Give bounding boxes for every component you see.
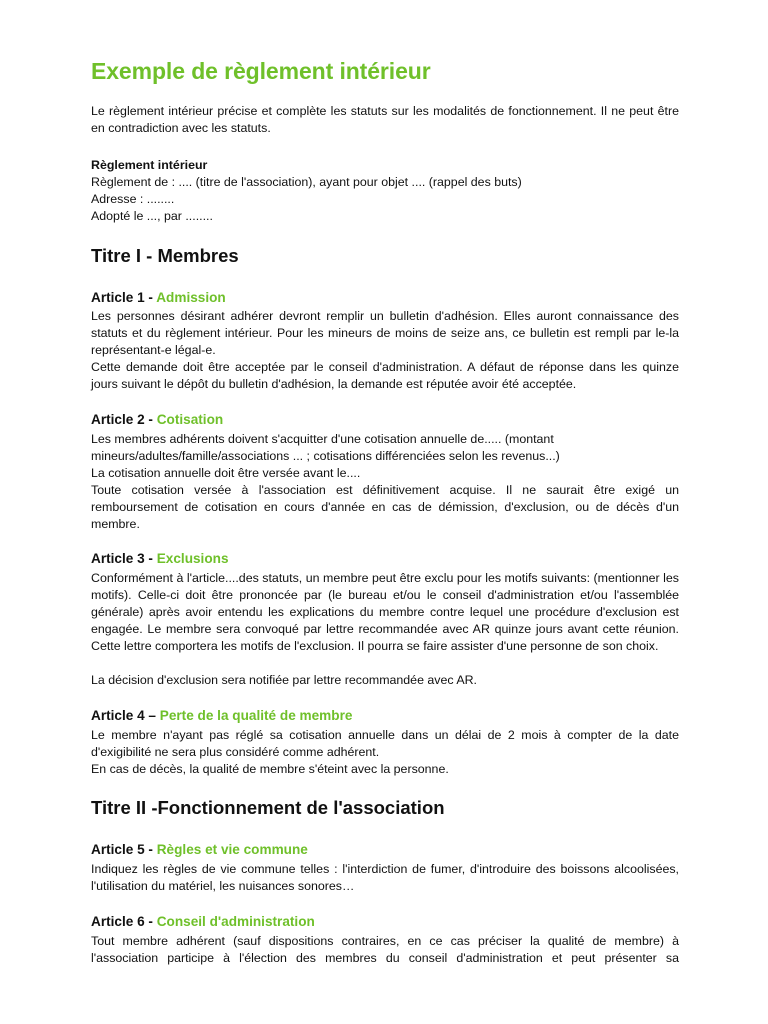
article-6-name: Conseil d'administration xyxy=(156,914,315,929)
article-2-prefix: Article 2 - xyxy=(91,412,157,427)
article-1-name: Admission xyxy=(156,290,226,305)
article-2-heading xyxy=(91,412,223,427)
rules-line-address: Adresse : ........ xyxy=(91,192,175,206)
article-1-prefix: Article 1 - xyxy=(91,290,157,305)
article-4-paragraph-2: En cas de décès, la qualité de membre s'éteint avec la personne. xyxy=(91,762,449,776)
article-5-heading xyxy=(91,842,308,857)
article-1-heading xyxy=(91,290,226,305)
article-5-name: Règles et vie commune xyxy=(156,842,308,857)
article-1-paragraph-2: Cette demande doit être acceptée par le conseil d'administration. A défaut de réponse dans les quinze jours suivant le dépôt du bulletin d'adhésion, la demande est réputée avoir été acceptée. xyxy=(91,360,679,391)
article-4-name: Perte de la qualité de membre xyxy=(159,708,353,723)
article-3-paragraph-1: Conformément à l'article....des statuts, un membre peut être exclu pour les motifs suivants: (mentionner les motifs). Celle-ci doit être prononcée par (le bureau et/ou le conseil d'administration et/ou l'assemblée générale) après avoir entendu les explications du membre contre lequel une procédure d'exclusion est engagée. Le membre sera convoqué par lettre recommandée avec AR quinze jours avant cette réunion. Cette lettre comportera les motifs de l'exclusion. Il pourra se faire assister d'une personne de son choix. xyxy=(91,571,679,653)
article-2-line-3: La cotisation annuelle doit être versée avant le.... xyxy=(91,466,361,480)
article-5-paragraph-1: Indiquez les règles de vie commune telles : l'interdiction de fumer, d'introduire des boissons alcoolisées, l'utilisation du matériel, les nuisances sonores… xyxy=(91,862,679,893)
article-5-prefix: Article 5 - xyxy=(91,842,157,857)
rules-line-title: Règlement de : .... (titre de l'association), ayant pour objet .... (rappel des buts) xyxy=(91,175,522,189)
article-3-paragraph-2: La décision d'exclusion sera notifiée par lettre recommandée avec AR. xyxy=(91,673,477,687)
section-title-1: Titre I - Membres xyxy=(91,245,239,266)
article-3-heading xyxy=(91,551,229,566)
intro-paragraph: Le règlement intérieur précise et complète les statuts sur les modalités de fonctionnement. Il ne peut être en contradiction avec les statuts. xyxy=(91,104,679,135)
article-4-paragraph-1: Le membre n'ayant pas réglé sa cotisation annuelle dans un délai de 2 mois à compter de la date d'exigibilité ne sera plus considéré comme adhérent. xyxy=(91,728,679,759)
article-3-prefix: Article 3 - xyxy=(91,551,157,566)
article-2-name: Cotisation xyxy=(156,412,224,427)
rules-heading: Règlement intérieur xyxy=(91,158,208,172)
article-2-line-1: Les membres adhérents doivent s'acquitter d'une cotisation annuelle de..... (montant xyxy=(91,432,554,446)
article-6-heading xyxy=(91,914,315,929)
article-6-prefix: Article 6 - xyxy=(91,914,157,929)
section-title-2: Titre II -Fonctionnement de l'association xyxy=(91,797,445,818)
article-1-paragraph-1: Les personnes désirant adhérer devront remplir un bulletin d'adhésion. Elles auront connaissance des statuts et du règlement intérieur. Pour les mineurs de moins de seize ans, ce bulletin est rempli par le-la représentant-e légal-e. xyxy=(91,309,679,357)
article-6-paragraph-1: Tout membre adhérent (sauf dispositions contraires, en ce cas préciser la qualité de membre) à l'association participe à l'élection des membres du conseil d'administration et peut présenter sa xyxy=(91,934,679,965)
article-2-paragraph-3: Toute cotisation versée à l'association est définitivement acquise. Il ne saurait être exigé un remboursement de cotisation en cours d'année en cas de démission, d'exclusion, ou de décès d'un membre. xyxy=(91,483,679,531)
document-title: Exemple de règlement intérieur xyxy=(91,58,431,84)
article-4-heading xyxy=(91,708,352,723)
rules-line-adopted: Adopté le ..., par ........ xyxy=(91,209,213,223)
article-2-line-2: mineurs/adultes/famille/associations ... ; cotisations différenciées selon les revenus...) xyxy=(91,449,560,463)
article-4-prefix: Article 4 – xyxy=(91,708,160,723)
article-3-name: Exclusions xyxy=(156,551,229,566)
